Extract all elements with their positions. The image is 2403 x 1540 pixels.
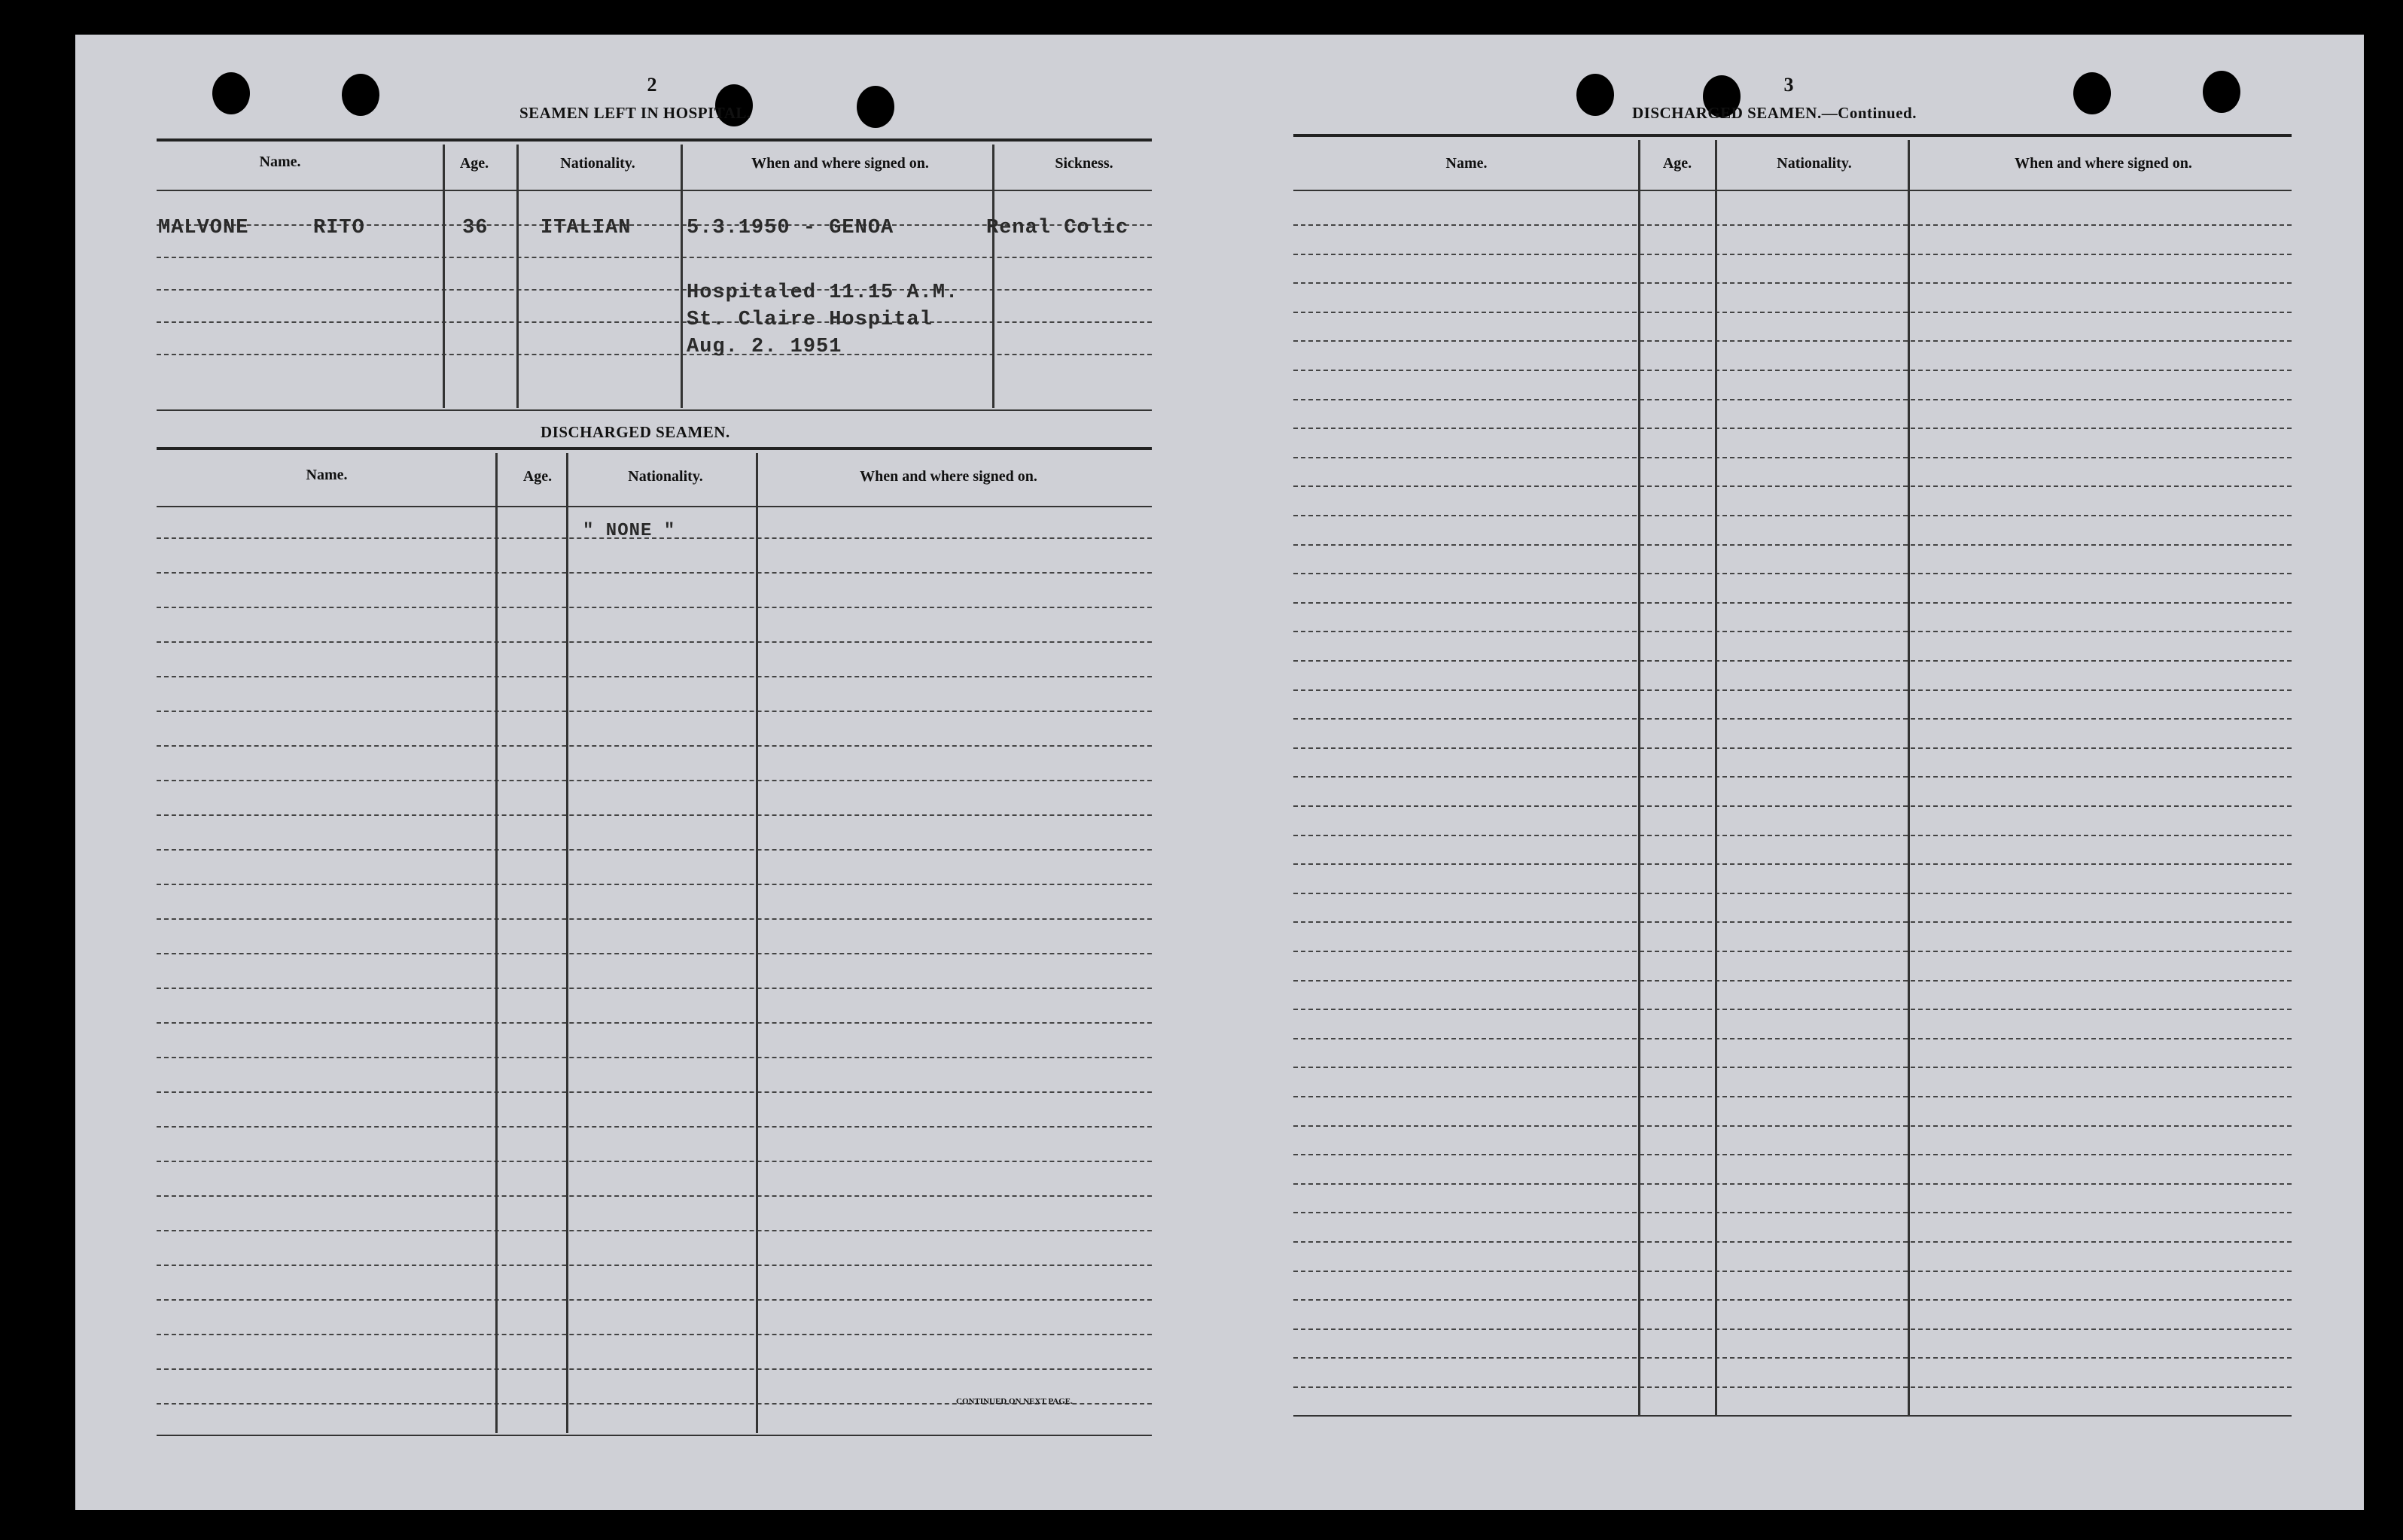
col-divider — [566, 453, 568, 1433]
ledger-rule — [157, 711, 1152, 712]
ledger-rule — [157, 780, 1152, 781]
col-header-age: Age. — [522, 468, 553, 485]
ledger-rule — [157, 676, 1152, 677]
entry-age: 36 — [462, 217, 489, 239]
table-top-border — [1293, 134, 2292, 137]
none-entry: " NONE " — [583, 521, 676, 541]
ledger-rule — [1293, 1067, 2292, 1068]
ledger-rule — [157, 1091, 1152, 1093]
col-divider — [681, 145, 683, 408]
ledger-rule — [1293, 399, 2292, 400]
col-divider — [1715, 140, 1717, 1415]
ledger-rule — [1293, 457, 2292, 458]
punch-hole — [212, 72, 250, 114]
ledger-rule — [157, 641, 1152, 643]
ledger-rule — [1293, 485, 2292, 487]
ledger-rule — [1293, 573, 2292, 574]
ledger-rule — [157, 354, 1152, 355]
ledger-rule — [157, 257, 1152, 258]
ledger-rule — [1293, 718, 2292, 720]
ledger-rule — [1293, 1154, 2292, 1155]
entry-surname: MALVONE — [158, 217, 249, 239]
ledger-rule — [157, 1334, 1152, 1335]
punch-hole — [2073, 72, 2111, 114]
manifest-sheet — [75, 35, 2364, 1510]
ledger-rule — [157, 289, 1152, 291]
table-bottom-border — [157, 409, 1152, 411]
ledger-rule — [1293, 282, 2292, 284]
col-divider — [495, 453, 498, 1433]
ledger-rule — [1293, 776, 2292, 778]
col-divider — [516, 145, 519, 408]
ledger-rule — [1293, 340, 2292, 342]
ledger-rule — [1293, 1241, 2292, 1243]
ledger-rule — [157, 1161, 1152, 1162]
ledger-rule — [1293, 980, 2292, 982]
ledger-rule — [1293, 1328, 2292, 1330]
entry-remark-line: Hospitaled 11.15 A.M. — [687, 282, 959, 304]
table-top-border — [157, 447, 1152, 450]
col-header-age: Age. — [459, 155, 489, 172]
ledger-rule — [157, 1057, 1152, 1058]
ledger-rule — [1293, 428, 2292, 429]
ledger-rule — [157, 572, 1152, 574]
ledger-rule — [1293, 1125, 2292, 1127]
header-bottom-border — [157, 190, 1152, 191]
col-divider — [443, 145, 445, 408]
ledger-rule — [157, 745, 1152, 747]
ledger-rule — [157, 1230, 1152, 1231]
ledger-rule — [1293, 1386, 2292, 1388]
table-bottom-border — [157, 1435, 1152, 1436]
ledger-rule — [157, 1368, 1152, 1370]
ledger-rule — [1293, 544, 2292, 546]
ledger-rule — [1293, 1009, 2292, 1010]
col-header-signed-on: When and where signed on. — [751, 155, 929, 172]
section-title-discharged: DISCHARGED SEAMEN. — [541, 423, 730, 441]
ledger-rule — [157, 884, 1152, 885]
ledger-rule — [1293, 835, 2292, 836]
entry-remark-line: Aug. 2. 1951 — [687, 336, 842, 358]
page-number-right: 3 — [1783, 74, 1794, 96]
ledger-rule — [1293, 631, 2292, 632]
ledger-rule — [1293, 1212, 2292, 1213]
entry-signed-on: 5.3.1950 - GENOA — [687, 217, 894, 239]
col-header-signed-on: When and where signed on. — [2015, 155, 2192, 172]
ledger-rule — [157, 321, 1152, 323]
col-header-name: Name. — [1445, 155, 1488, 172]
ledger-rule — [1293, 602, 2292, 604]
ledger-rule — [1293, 515, 2292, 516]
ledger-rule — [1293, 893, 2292, 894]
ledger-rule — [157, 607, 1152, 608]
entry-remark-line: St. Claire Hospital — [687, 309, 933, 331]
ledger-rule — [1293, 1183, 2292, 1185]
ledger-rule — [157, 1299, 1152, 1301]
ledger-rule — [1293, 1271, 2292, 1272]
ledger-rule — [1293, 1299, 2292, 1301]
ledger-rule — [157, 814, 1152, 816]
col-divider — [992, 145, 994, 408]
punch-hole — [2203, 71, 2240, 113]
ledger-rule — [1293, 370, 2292, 371]
ledger-rule — [1293, 747, 2292, 749]
col-divider — [1638, 140, 1640, 1415]
col-header-nationality: Nationality. — [1777, 155, 1852, 172]
entry-sickness: Renal Colic — [986, 217, 1129, 239]
continued-note: CONTINUED ON NEXT PAGE. — [956, 1397, 1073, 1406]
col-header-nationality: Nationality. — [560, 155, 635, 172]
section-title-hospital: SEAMEN LEFT IN HOSPITAL. — [519, 104, 751, 122]
ledger-rule — [157, 918, 1152, 920]
entry-given-name: RITO — [313, 217, 365, 239]
ledger-rule — [1293, 805, 2292, 807]
col-header-age: Age. — [1662, 155, 1692, 172]
col-header-nationality: Nationality. — [628, 468, 703, 485]
punch-hole — [1576, 74, 1614, 116]
col-header-name: Name. — [259, 154, 301, 170]
col-divider — [1908, 140, 1910, 1415]
ledger-rule — [1293, 951, 2292, 952]
header-bottom-border — [1293, 190, 2292, 191]
ledger-rule — [1293, 224, 2292, 226]
ledger-rule — [157, 1195, 1152, 1197]
ledger-rule — [157, 988, 1152, 989]
col-header-sickness: Sickness. — [1055, 155, 1113, 172]
ledger-rule — [1293, 1096, 2292, 1097]
header-bottom-border — [157, 506, 1152, 507]
entry-nationality: ITALIAN — [541, 217, 632, 239]
table-top-border — [157, 138, 1152, 142]
ledger-rule — [1293, 660, 2292, 662]
page-number-left: 2 — [647, 74, 657, 96]
ledger-rule — [1293, 254, 2292, 255]
section-title-discharged-continued: DISCHARGED SEAMEN.—Continued. — [1632, 104, 1917, 122]
ledger-rule — [1293, 1357, 2292, 1359]
ledger-rule — [1293, 312, 2292, 313]
ledger-rule — [157, 1126, 1152, 1128]
ledger-rule — [157, 1265, 1152, 1266]
ledger-rule — [157, 1022, 1152, 1024]
punch-hole — [857, 86, 894, 128]
ledger-rule — [1293, 863, 2292, 865]
ledger-rule — [157, 953, 1152, 954]
punch-hole — [342, 74, 379, 116]
col-header-name: Name. — [306, 467, 348, 483]
ledger-rule — [1293, 689, 2292, 691]
col-header-signed-on: When and where signed on. — [860, 468, 1037, 485]
table-bottom-border — [1293, 1415, 2292, 1417]
ledger-rule — [1293, 921, 2292, 923]
ledger-rule — [157, 849, 1152, 851]
ledger-rule — [1293, 1038, 2292, 1039]
col-divider — [756, 453, 758, 1433]
